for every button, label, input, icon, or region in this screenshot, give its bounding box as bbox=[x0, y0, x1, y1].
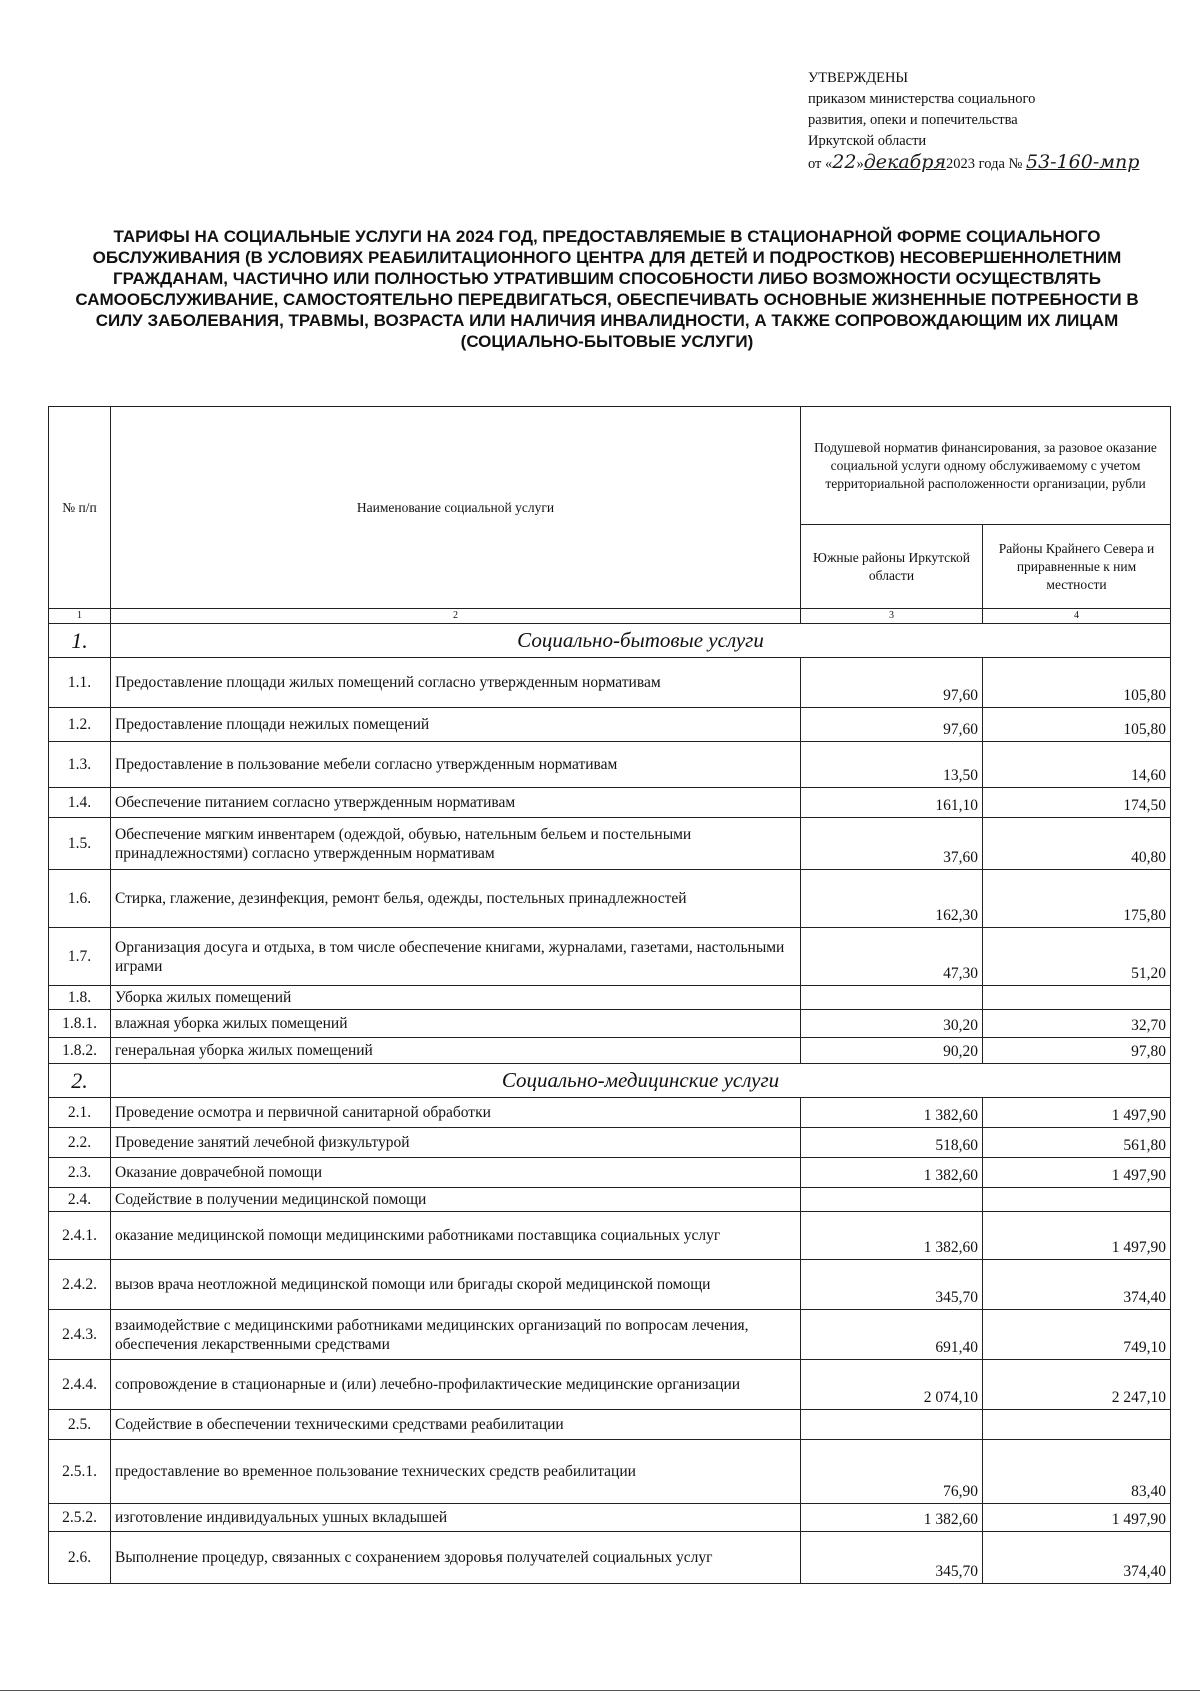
section-title: Социально-бытовые услуги bbox=[111, 624, 1171, 658]
tariff-north: 97,80 bbox=[983, 1038, 1171, 1064]
table-column-numbers-row bbox=[49, 609, 1171, 624]
tariff-north: 374,40 bbox=[983, 1260, 1171, 1310]
section-row bbox=[49, 1064, 1171, 1098]
table-row bbox=[49, 742, 1171, 788]
tariff-north: 1 497,90 bbox=[983, 1504, 1171, 1532]
tariff-south: 90,20 bbox=[801, 1038, 983, 1064]
service-name: Предоставление в пользование мебели согласно утвержденным нормативам bbox=[111, 742, 801, 788]
service-number: 1.6. bbox=[49, 870, 111, 928]
tariff-north: 51,20 bbox=[983, 928, 1171, 986]
service-number: 2.4.3. bbox=[49, 1310, 111, 1360]
service-name: Организация досуга и отдыха, в том числе обеспечение книгами, журналами, газетами, настольными играми bbox=[111, 928, 801, 986]
approval-line: развития, опеки и попечительства bbox=[808, 112, 1018, 128]
table-row bbox=[49, 1310, 1171, 1360]
tariffs-table bbox=[48, 406, 1171, 1584]
tariff-south: 518,60 bbox=[801, 1128, 983, 1158]
service-name: сопровождение в стационарные и (или) лечебно-профилактические медицинские организации bbox=[111, 1360, 801, 1410]
tariff-north: 32,70 bbox=[983, 1010, 1171, 1038]
table-row bbox=[49, 928, 1171, 986]
service-name: взаимодействие с медицинскими работниками медицинских организаций по вопросам лечения, обеспечения лекарственными средствами bbox=[111, 1310, 801, 1360]
column-number: 2 bbox=[111, 609, 801, 624]
service-number: 1.2. bbox=[49, 708, 111, 742]
table-row bbox=[49, 788, 1171, 818]
service-number: 1.8. bbox=[49, 986, 111, 1010]
service-number: 2.5. bbox=[49, 1410, 111, 1440]
service-name: изготовление индивидуальных ушных вкладышей bbox=[111, 1504, 801, 1532]
section-number: 2. bbox=[49, 1064, 111, 1098]
tariff-south: 162,30 bbox=[801, 870, 983, 928]
approval-line: Иркутской области bbox=[808, 133, 927, 149]
tariff-south: 30,20 bbox=[801, 1010, 983, 1038]
table-row bbox=[49, 1098, 1171, 1128]
service-number: 2.4.1. bbox=[49, 1212, 111, 1260]
handwritten-month: декабря bbox=[863, 151, 947, 173]
service-number: 2.5.2. bbox=[49, 1504, 111, 1532]
tariff-north: 2 247,10 bbox=[983, 1360, 1171, 1410]
tariff-south bbox=[801, 1188, 983, 1212]
tariff-north: 374,40 bbox=[983, 1532, 1171, 1584]
service-number: 1.4. bbox=[49, 788, 111, 818]
service-number: 2.1. bbox=[49, 1098, 111, 1128]
table-row bbox=[49, 658, 1171, 708]
tariff-south: 47,30 bbox=[801, 928, 983, 986]
tariff-north bbox=[983, 1188, 1171, 1212]
page-bottom-line bbox=[0, 1690, 1200, 1692]
column-number: 4 bbox=[983, 609, 1171, 624]
table-row bbox=[49, 1260, 1171, 1310]
tariff-south: 13,50 bbox=[801, 742, 983, 788]
handwritten-order-number: 53-160-мпр bbox=[1025, 151, 1140, 173]
section-title: Социально-медицинские услуги bbox=[111, 1064, 1171, 1098]
approval-line: приказом министерства социального bbox=[808, 91, 1036, 107]
tariff-south: 37,60 bbox=[801, 818, 983, 870]
service-name: Содействие в получении медицинской помощи bbox=[111, 1188, 801, 1212]
service-number: 1.5. bbox=[49, 818, 111, 870]
tariff-north: 14,60 bbox=[983, 742, 1171, 788]
service-name: генеральная уборка жилых помещений bbox=[111, 1038, 801, 1064]
header-col-num: № п/п bbox=[49, 407, 111, 609]
service-name: Предоставление площади нежилых помещений bbox=[111, 708, 801, 742]
service-name: Обеспечение мягким инвентарем (одеждой, обувью, нательным бельем и постельными принадлежностями) согласно утвержденным нормативам bbox=[111, 818, 801, 870]
header-col-south: Южные районы Иркутской области bbox=[801, 525, 983, 609]
tariff-north: 1 497,90 bbox=[983, 1212, 1171, 1260]
service-name: Предоставление площади жилых помещений согласно утвержденным нормативам bbox=[111, 658, 801, 708]
tariff-north: 1 497,90 bbox=[983, 1158, 1171, 1188]
tariff-north bbox=[983, 1410, 1171, 1440]
service-number: 2.5.1. bbox=[49, 1440, 111, 1504]
table-row bbox=[49, 1360, 1171, 1410]
service-name: Стирка, глажение, дезинфекция, ремонт белья, одежды, постельных принадлежностей bbox=[111, 870, 801, 928]
table-row bbox=[49, 1158, 1171, 1188]
tariff-north: 749,10 bbox=[983, 1310, 1171, 1360]
header-col-name: Наименование социальной услуги bbox=[111, 407, 801, 609]
service-name: Проведение занятий лечебной физкультурой bbox=[111, 1128, 801, 1158]
tariff-south: 1 382,60 bbox=[801, 1212, 983, 1260]
table-row bbox=[49, 1440, 1171, 1504]
approval-date-line bbox=[808, 152, 1188, 175]
tariff-south: 97,60 bbox=[801, 658, 983, 708]
table-row bbox=[49, 1010, 1171, 1038]
service-name: Обеспечение питанием согласно утвержденным нормативам bbox=[111, 788, 801, 818]
table-row bbox=[49, 986, 1171, 1010]
tariff-north: 1 497,90 bbox=[983, 1098, 1171, 1128]
service-name: вызов врача неотложной медицинской помощи или бригады скорой медицинской помощи bbox=[111, 1260, 801, 1310]
tariff-south: 2 074,10 bbox=[801, 1360, 983, 1410]
service-number: 1.8.1. bbox=[49, 1010, 111, 1038]
service-name: предоставление во временное пользование технических средств реабилитации bbox=[111, 1440, 801, 1504]
column-number: 3 bbox=[801, 609, 983, 624]
service-number: 2.4.2. bbox=[49, 1260, 111, 1310]
tariff-north: 175,80 bbox=[983, 870, 1171, 928]
service-name: Уборка жилых помещений bbox=[111, 986, 801, 1010]
table-row bbox=[49, 1532, 1171, 1584]
tariff-south: 161,10 bbox=[801, 788, 983, 818]
date-year: 2023 года № bbox=[946, 156, 1023, 172]
approval-heading: УТВЕРЖДЕНЫ bbox=[808, 70, 909, 86]
date-prefix: от « bbox=[808, 156, 833, 172]
tariff-south: 1 382,60 bbox=[801, 1158, 983, 1188]
service-number: 2.6. bbox=[49, 1532, 111, 1584]
table-row bbox=[49, 1212, 1171, 1260]
service-number: 1.8.2. bbox=[49, 1038, 111, 1064]
table-row bbox=[49, 870, 1171, 928]
date-mid: » bbox=[856, 156, 864, 172]
tariff-south: 1 382,60 bbox=[801, 1098, 983, 1128]
handwritten-day: 22 bbox=[832, 151, 857, 173]
service-name: оказание медицинской помощи медицинскими работниками поставщика социальных услуг bbox=[111, 1212, 801, 1260]
tariff-south bbox=[801, 986, 983, 1010]
tariff-north: 105,80 bbox=[983, 658, 1171, 708]
tariff-south: 345,70 bbox=[801, 1532, 983, 1584]
service-number: 1.7. bbox=[49, 928, 111, 986]
service-number: 2.4.4. bbox=[49, 1360, 111, 1410]
service-number: 1.1. bbox=[49, 658, 111, 708]
table-row bbox=[49, 1410, 1171, 1440]
document-title: ТАРИФЫ НА СОЦИАЛЬНЫЕ УСЛУГИ НА 2024 ГОД, ПРЕДОСТАВЛЯЕМЫЕ В СТАЦИОНАРНОЙ ФОРМЕ СОЦИАЛЬНОГО ОБСЛУЖИВАНИЯ (В УСЛОВИЯХ РЕАБИЛИТАЦИОННОГО ЦЕНТРА ДЛЯ ДЕТЕЙ И ПОДРОСТКОВ) НЕСОВЕРШЕННОЛЕТНИМ ГРАЖДАНАМ, ЧАСТИЧНО ИЛИ ПОЛНОСТЬЮ УТРАТИВШИМ СПОСОБНОСТИ ЛИБО ВОЗМОЖНОСТИ ОСУЩЕСТВЛЯТЬ САМООБСЛУЖИВАНИЕ, САМОСТОЯТЕЛЬНО ПЕРЕДВИГАТЬСЯ, ОБЕСПЕЧИВАТЬ ОСНОВНЫЕ ЖИЗНЕННЫЕ ПОТРЕБНОСТИ В СИЛУ ЗАБОЛЕВАНИЯ, ТРАВМЫ, ВОЗРАСТА ИЛИ НАЛИЧИЯ ИНВАЛИДНОСТИ, А ТАКЖЕ СОПРОВОЖДАЮЩИМ ИХ ЛИЦАМ (СОЦИАЛЬНО-БЫТОВЫЕ УСЛУГИ) bbox=[75, 227, 1139, 351]
tariff-south: 691,40 bbox=[801, 1310, 983, 1360]
table-row bbox=[49, 1038, 1171, 1064]
tariff-north bbox=[983, 986, 1171, 1010]
service-name: Проведение осмотра и первичной санитарной обработки bbox=[111, 1098, 801, 1128]
table-header-row bbox=[49, 407, 1171, 525]
service-number: 1.3. bbox=[49, 742, 111, 788]
tariff-south: 76,90 bbox=[801, 1440, 983, 1504]
tariff-north: 40,80 bbox=[983, 818, 1171, 870]
service-name: влажная уборка жилых помещений bbox=[111, 1010, 801, 1038]
tariff-south bbox=[801, 1410, 983, 1440]
header-col-north: Районы Крайнего Севера и приравненные к ним местности bbox=[983, 525, 1171, 609]
table-row bbox=[49, 1504, 1171, 1532]
table-row bbox=[49, 1128, 1171, 1158]
service-name: Оказание доврачебной помощи bbox=[111, 1158, 801, 1188]
tariff-south: 345,70 bbox=[801, 1260, 983, 1310]
tariff-south: 97,60 bbox=[801, 708, 983, 742]
service-number: 2.2. bbox=[49, 1128, 111, 1158]
column-number: 1 bbox=[49, 609, 111, 624]
table-row bbox=[49, 818, 1171, 870]
table-row bbox=[49, 708, 1171, 742]
service-name: Выполнение процедур, связанных с сохранением здоровья получателей социальных услуг bbox=[111, 1532, 801, 1584]
tariff-north: 561,80 bbox=[983, 1128, 1171, 1158]
section-row bbox=[49, 624, 1171, 658]
table-row bbox=[49, 1188, 1171, 1212]
tariff-north: 174,50 bbox=[983, 788, 1171, 818]
service-name: Содействие в обеспечении техническими средствами реабилитации bbox=[111, 1410, 801, 1440]
approval-block bbox=[808, 68, 1188, 175]
header-col-norm: Подушевой норматив финансирования, за разовое оказание социальной услуги одному обслуживаемому с учетом территориальной расположенности организации, рубли bbox=[801, 407, 1171, 525]
section-number: 1. bbox=[49, 624, 111, 658]
service-number: 2.4. bbox=[49, 1188, 111, 1212]
tariff-south: 1 382,60 bbox=[801, 1504, 983, 1532]
tariff-north: 83,40 bbox=[983, 1440, 1171, 1504]
tariff-north: 105,80 bbox=[983, 708, 1171, 742]
service-number: 2.3. bbox=[49, 1158, 111, 1188]
